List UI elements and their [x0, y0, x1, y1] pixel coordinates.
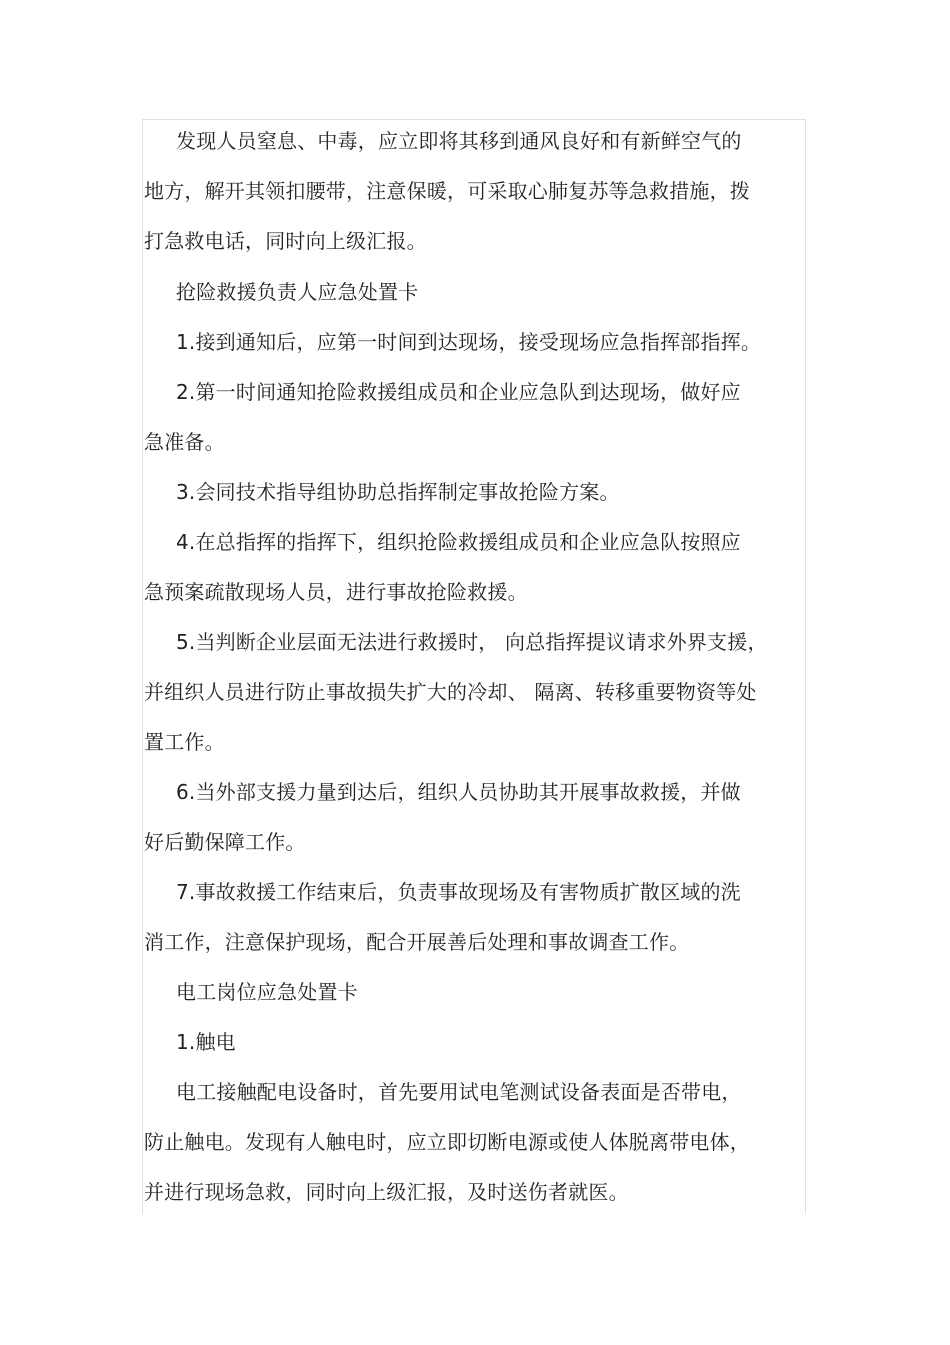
- electrician-paragraph-line-2: 防止触电。发现有人触电时，应立即切断电源或使人体脱离带电体，: [144, 1130, 750, 1154]
- section-heading-rescue-leader: 抢险救援负责人应急处置卡: [176, 280, 419, 304]
- paragraph-suffocation-line-2: 地方，解开其领扣腰带，注意保暖，可采取心肺复苏等急救措施，拨: [144, 179, 750, 203]
- electrician-paragraph-line-3: 并进行现场急救，同时向上级汇报，及时送伤者就医。: [144, 1180, 629, 1204]
- rescue-item-5-line-2: 并组织人员进行防止事故损失扩大的冷却、 隔离、转移重要物资等处: [144, 680, 757, 704]
- rescue-item-6-line-2: 好后勤保障工作。: [144, 830, 306, 854]
- section-heading-electrician: 电工岗位应急处置卡: [176, 980, 358, 1004]
- rescue-item-4-line-2: 急预案疏散现场人员，进行事故抢险救援。: [144, 580, 528, 604]
- rescue-item-6-line-1: 6.当外部支援力量到达后，组织人员协助其开展事故救援，并做: [176, 780, 741, 804]
- electrician-item-1-heading: 1.触电: [176, 1030, 236, 1054]
- rescue-item-7-line-2: 消工作，注意保护现场，配合开展善后处理和事故调查工作。: [144, 930, 690, 954]
- electrician-paragraph-line-1: 电工接触配电设备时，首先要用试电笔测试设备表面是否带电，: [176, 1080, 742, 1104]
- rescue-item-5-line-3: 置工作。: [144, 730, 225, 754]
- rescue-item-1: 1.接到通知后，应第一时间到达现场，接受现场应急指挥部指挥。: [176, 330, 762, 354]
- rescue-item-2-line-1: 2.第一时间通知抢险救援组成员和企业应急队到达现场，做好应: [176, 380, 741, 404]
- rescue-item-2-line-2: 急准备。: [144, 430, 225, 454]
- rescue-item-7-line-1: 7.事故救援工作结束后，负责事故现场及有害物质扩散区域的洗: [176, 880, 741, 904]
- paragraph-suffocation-line-1: 发现人员窒息、中毒，应立即将其移到通风良好和有新鲜空气的: [176, 129, 742, 153]
- rescue-item-5-line-1: 5.当判断企业层面无法进行救援时， 向总指挥提议请求外界支援，: [176, 630, 768, 654]
- paragraph-suffocation-line-3: 打急救电话，同时向上级汇报。: [144, 229, 427, 253]
- rescue-item-4-line-1: 4.在总指挥的指挥下，组织抢险救援组成员和企业应急队按照应: [176, 530, 741, 554]
- rescue-item-3: 3.会同技术指导组协助总指挥制定事故抢险方案。: [176, 480, 620, 504]
